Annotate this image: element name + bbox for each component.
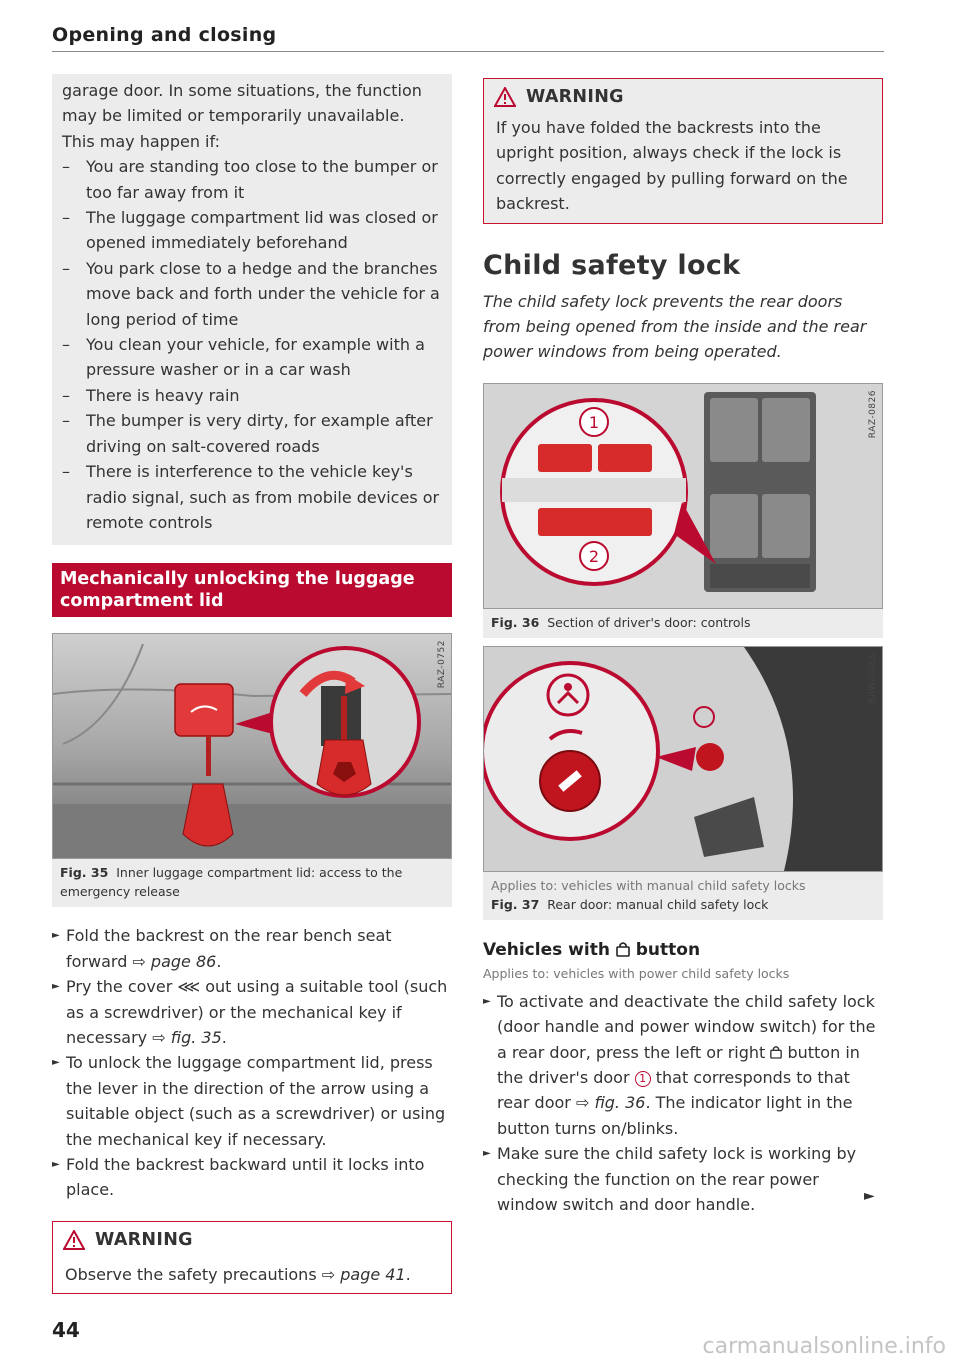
- child-lock-icon: [616, 941, 630, 957]
- list-item: – You clean your vehicle, for example with a pressure washer or in a car wash: [62, 332, 442, 383]
- applies-note: Applies to: vehicles with power child safety locks: [483, 965, 790, 981]
- sub-heading-power-lock: Vehicles with button: [483, 939, 701, 960]
- list-item: ► Fold the backrest backward until it locks into place.: [52, 1152, 452, 1203]
- caption-text: Inner luggage compartment lid: access to the emergency release: [60, 865, 403, 900]
- figure-37-image: [483, 646, 883, 872]
- warning-text: If you have folded the backrests into the upright position, always check if the lock is correctly engaged by pulling forward on the backrest.: [484, 115, 882, 223]
- right-column: [483, 74, 883, 1218]
- figure-35-image: [52, 633, 452, 859]
- figure-label: Fig. 35: [60, 865, 109, 881]
- window-switch-icon: [538, 508, 652, 536]
- list-item: ► Pry the cover ⋘ out using a suitable tool (such as a screwdriver) or the mechanical key if necessary ⇨ fig. 35.: [52, 974, 452, 1050]
- warning-header: [484, 79, 882, 115]
- list-item: ► To activate and deactivate the child safety lock (door handle and power window switch) for the a rear door, press the left or right button in the driver's door 1 that corresponds to that rear door ⇨ fig. 36. The indicator light in the button turns on/blinks.: [483, 989, 883, 1141]
- section-heading-mechanical-unlock: Mechanically unlocking the luggage compartment lid: [52, 563, 452, 617]
- child-lock-icon: [770, 1045, 782, 1059]
- list-item: – There is heavy rain: [62, 383, 442, 408]
- list-item: ► Make sure the child safety lock is working by checking the function on the rear power window switch and door handle.: [483, 1141, 883, 1217]
- caption-text: Section of driver's door: controls: [547, 614, 751, 630]
- header-divider: [52, 51, 884, 52]
- warning-box-left: [52, 1221, 452, 1294]
- list-item: ► To unlock the luggage compartment lid, press the lever in the direction of the arrow using a suitable object (such as a screwdriver) or using the mechanical key if necessary.: [52, 1050, 452, 1152]
- callout-1: 1: [635, 1071, 651, 1087]
- watermark: carmanualsonline.info: [702, 1334, 946, 1359]
- page-ref-link[interactable]: page 41: [340, 1264, 406, 1284]
- list-item: ► Fold the backrest on the rear bench seat forward ⇨ page 86.: [52, 923, 452, 974]
- figure-36-caption: [483, 609, 883, 638]
- power-lock-steps: [483, 989, 883, 1218]
- warning-text: Observe the safety precautions ⇨ page 41.: [53, 1258, 451, 1293]
- figure-id: RAZ-0826: [868, 389, 878, 439]
- release-cover-icon: [175, 684, 233, 736]
- child-lock-icon: [598, 444, 652, 472]
- figure-36-image: [483, 383, 883, 609]
- conditions-list: [62, 154, 442, 535]
- figure-ref-link[interactable]: fig. 35: [170, 1027, 222, 1047]
- callout-2: 2: [588, 546, 600, 566]
- list-item: – You are standing too close to the bumper or too far away from it: [62, 154, 442, 205]
- figure-37-caption: [483, 872, 883, 920]
- list-item: – You park close to a hedge and the branches move back and forth under the vehicle for a long period of time: [62, 256, 442, 332]
- warning-header: [53, 1222, 451, 1258]
- warning-triangle-icon: [63, 1230, 85, 1250]
- list-item: – The bumper is very dirty, for example after driving on salt-covered roads: [62, 408, 442, 459]
- warning-box-right: [483, 78, 883, 224]
- conditions-intro: garage door. In some situations, the function may be limited or temporarily unavailable. This may happen if:: [62, 81, 422, 151]
- caption-text: Rear door: manual child safety lock: [547, 896, 769, 912]
- callout-1: 1: [588, 412, 600, 432]
- rear-door-lock-illustration: [484, 647, 882, 871]
- page-header-title: Opening and closing: [52, 24, 277, 46]
- continue-arrow-icon: ►: [864, 1188, 875, 1204]
- figure-35-caption: [52, 859, 452, 907]
- procedure-steps: [52, 923, 452, 1202]
- warning-label: WARNING: [95, 1229, 193, 1250]
- warning-label: WARNING: [526, 87, 624, 107]
- page-number: 44: [52, 1318, 80, 1342]
- applies-note: Applies to: vehicles with manual child safety locks: [491, 877, 806, 893]
- list-item: – The luggage compartment lid was closed or opened immediately beforehand: [62, 205, 442, 256]
- luggage-lid-illustration: [53, 634, 451, 858]
- child-lock-icon: [538, 444, 592, 472]
- left-column: [52, 74, 452, 1294]
- section-lead: The child safety lock prevents the rear doors from being opened from the inside and the rear power windows from being operated.: [483, 291, 867, 362]
- conditions-box: [52, 74, 452, 545]
- door-controls-illustration: [484, 384, 882, 608]
- figure-ref-link[interactable]: fig. 36: [594, 1093, 646, 1113]
- figure-label: Fig. 36: [491, 614, 540, 630]
- figure-label: Fig. 37: [491, 896, 540, 912]
- figure-id: RAZ-0752: [437, 640, 447, 689]
- page-ref-link[interactable]: page 86: [150, 951, 217, 971]
- list-item: – There is interference to the vehicle key's radio signal, such as from mobile devices or remote controls: [62, 459, 442, 535]
- figure-id: B8W-0085: [868, 652, 878, 704]
- warning-triangle-icon: [494, 87, 516, 107]
- section-title-child-safety-lock: Child safety lock: [483, 249, 741, 281]
